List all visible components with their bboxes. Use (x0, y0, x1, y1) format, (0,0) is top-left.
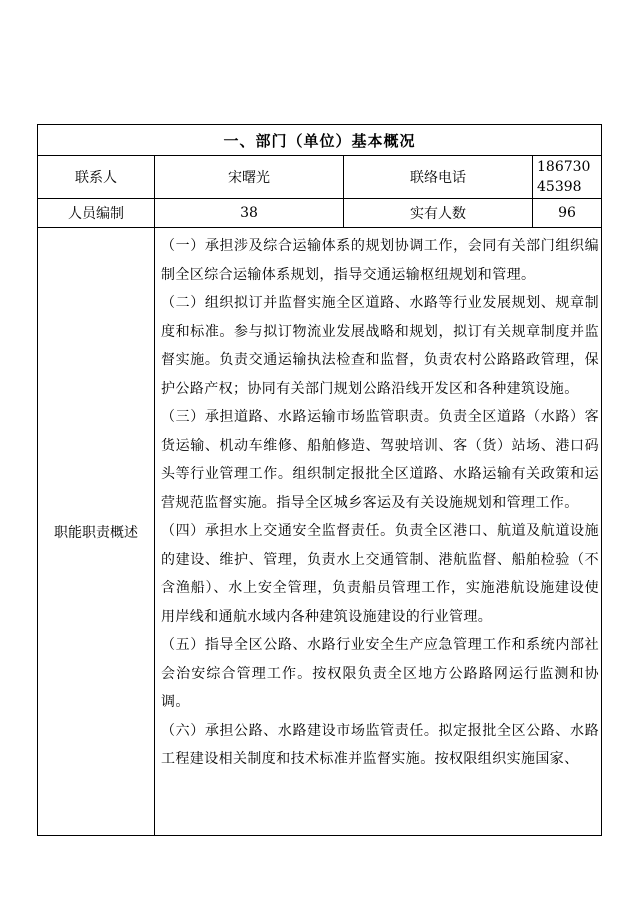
duty-paragraph: （四）承担水上交通安全监督责任。负责全区港口、航道及航道设施的建设、维护、管理，负责水上交通管制、港航监督、船舶检验（不含渔船）、水上安全管理，负责船员管理工作，实施港航设施建设使用岸线和通航水域内各种建筑设施建设的行业管理。 (161, 523, 600, 625)
contact-name: 宋曙光 (155, 156, 344, 199)
phone-value: 18673045398 (533, 156, 602, 199)
duties-label: 职能职责概述 (38, 228, 155, 836)
duty-paragraph: （一）承担涉及综合运输体系的规划协调工作，会同有关部门组织编制全区综合运输体系规划，指导交通运输枢纽规划和管理。 (161, 238, 600, 283)
staff-quota-value: 38 (155, 199, 344, 228)
duty-paragraph: （六）承担公路、水路建设市场监管责任。拟定报批全区公路、水路工程建设相关制度和技术标准并监督实施。按权限组织实施国家、 (161, 722, 600, 767)
duty-paragraph: （二）组织拟订并监督实施全区道路、水路等行业发展规划、规章制度和标准。参与拟订物流业发展战略和规划，拟订有关规章制度并监督实施。负责交通运输执法检查和监督，负责农村公路路政管理，保护公路产权；协同有关部门规划公路沿线开发区和各种建筑设施。 (161, 295, 600, 397)
duty-paragraph: （三）承担道路、水路运输市场监管职责。负责全区道路（水路）客货运输、机动车维修、船舶修造、驾驶培训、客（货）站场、港口码头等行业管理工作。组织制定报批全区道路、水路运输有关政策和运营规范监督实施。指导全区城乡客运及有关设施规划和管理工作。 (161, 409, 600, 511)
duties-content (161, 232, 599, 835)
actual-staff-value: 96 (533, 199, 602, 228)
actual-staff-label: 实有人数 (344, 199, 533, 228)
staff-quota-label: 人员编制 (38, 199, 155, 228)
duties-cell (155, 228, 602, 836)
department-overview-document (37, 124, 601, 836)
phone-label: 联络电话 (344, 156, 533, 199)
table-title: 一、部门（单位）基本概况 (38, 125, 602, 156)
duty-paragraph: （五）指导全区公路、水路行业安全生产应急管理工作和系统内部社会治安综合管理工作。按权限负责全区地方公路路网运行监测和协调。 (161, 637, 600, 710)
department-overview-table (37, 124, 602, 836)
contact-label: 联系人 (38, 156, 155, 199)
